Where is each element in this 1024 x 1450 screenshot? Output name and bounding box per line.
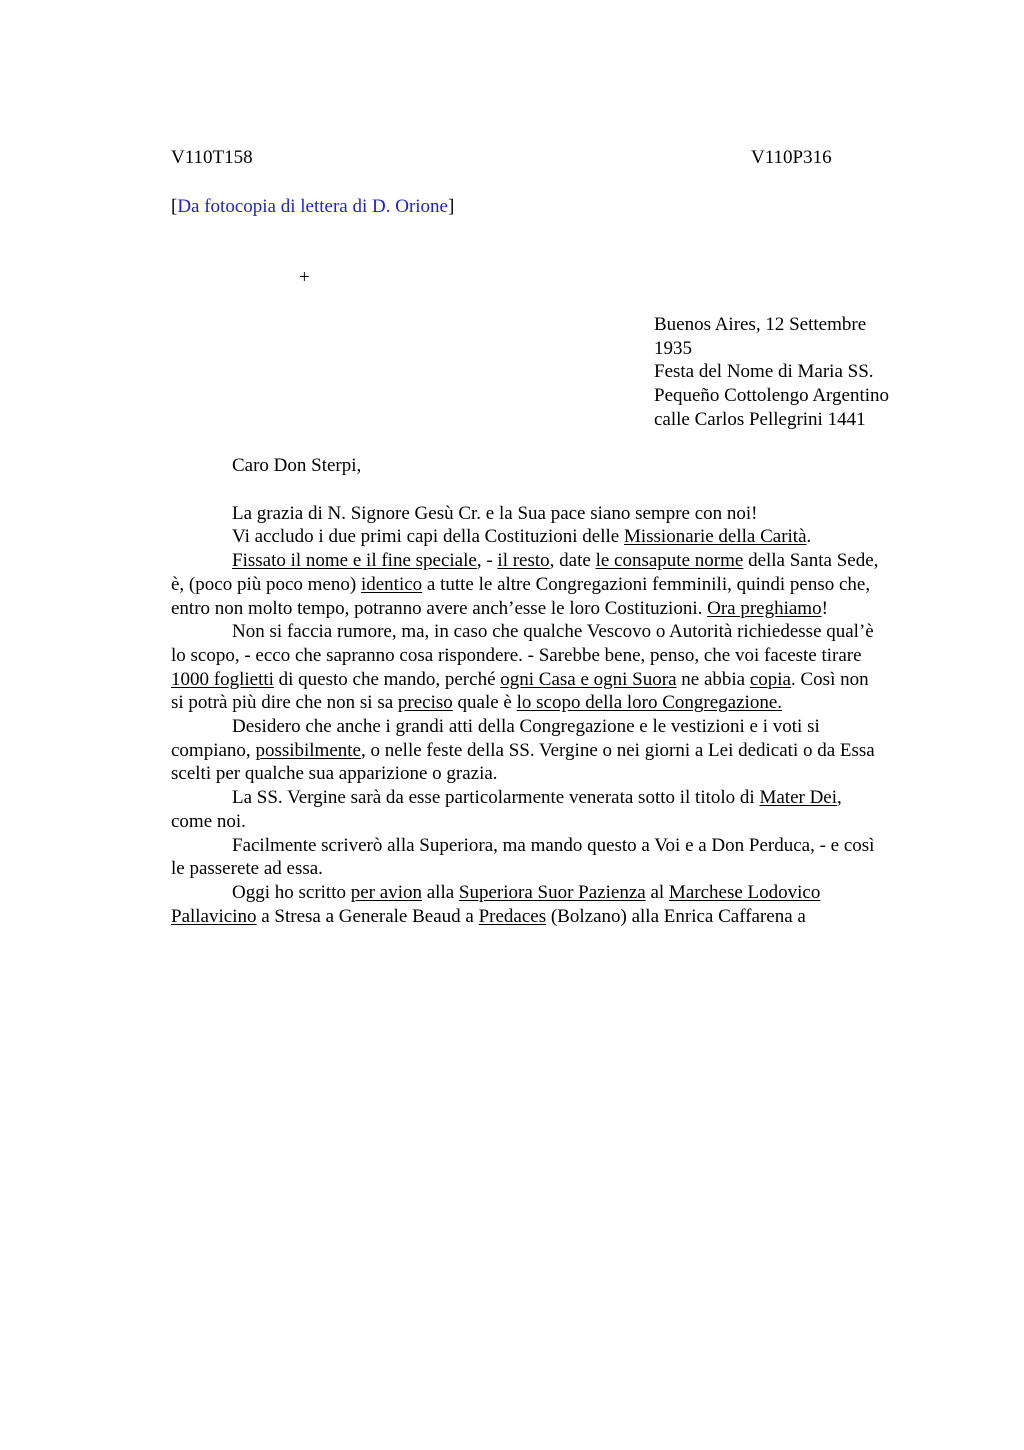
source-note bbox=[171, 195, 454, 219]
underlined-phrase: lo scopo della loro Congregazione. bbox=[516, 692, 783, 714]
source-bracket-close: ] bbox=[448, 196, 455, 217]
heading-line: 1935 bbox=[654, 337, 692, 359]
paragraph-enclosure: Vi accludo i due primi capi della Costituzioni delle Missionarie della Carità. bbox=[232, 526, 812, 548]
underlined-phrase: Marchese Lodovico Pallavicino bbox=[171, 881, 821, 927]
cross-symbol: + bbox=[299, 267, 310, 288]
salutation: Caro Don Sterpi, bbox=[232, 455, 362, 476]
paragraph-mater-dei: La SS. Vergine sarà da esse particolarmente venerata sotto il titolo di Mater Dei, come noi. bbox=[171, 787, 842, 832]
paragraph-leaflets: Non si faccia rumore, ma, in caso che qualche Vescovo o Autorità richiedesse qual’è lo scopo, - ecco che sapranno cosa rispondere. - Sarebbe bene, penso, che voi faceste tirare 1000 foglietti di questo che mando, perché ogni Casa e ogni Suora ne abbia copia. Così non si potrà più dire che non si sa preciso quale è lo scopo della loro Congregazione. bbox=[171, 621, 874, 714]
paragraph-greeting: La grazia di N. Signore Gesù Cr. e la Sua pace siano sempre con noi! bbox=[232, 502, 758, 524]
underlined-phrase: copia bbox=[749, 668, 791, 690]
underlined-phrase: Ora preghiamo bbox=[707, 597, 822, 619]
source-note-text: Da fotocopia di lettera di D. Orione bbox=[177, 196, 448, 217]
heading-line: calle Carlos Pellegrini 1441 bbox=[654, 408, 866, 430]
paragraph-feasts: Desidero che anche i grandi atti della Congregazione e le vestizioni e i voti si compiano, possibilmente, o nelle feste della SS. Vergine o nei giorni a Lei dedicati o da Essa scelti per qualche sua apparizione o grazia. bbox=[171, 716, 875, 785]
underlined-phrase: le consapute norme bbox=[595, 550, 744, 572]
paragraph-superiora: Facilmente scriverò alla Superiora, ma mando questo a Voi e a Don Perduca, - e così le passerete ad essa. bbox=[171, 834, 875, 880]
document-code-left: V110T158 bbox=[171, 147, 253, 168]
underlined-phrase: 1000 foglietti bbox=[171, 668, 274, 690]
letter-body bbox=[171, 454, 886, 928]
underlined-phrase: Mater Dei bbox=[759, 787, 838, 809]
underlined-phrase: Superiora Suor Pazienza bbox=[458, 881, 646, 903]
underlined-phrase: Fissato il nome e il fine speciale bbox=[232, 550, 477, 572]
underlined-phrase: preciso bbox=[397, 692, 453, 714]
paragraph-letters-sent: Oggi ho scritto per avion alla Superiora Suor Pazienza al Marchese Lodovico Pallavicino a Stresa a Generale Beaud a Predaces (Bolzano) alla Enrica Caffarena a bbox=[171, 881, 821, 927]
document-code-right: V110P316 bbox=[751, 147, 832, 168]
heading-line: Festa del Nome di Maria SS. bbox=[654, 361, 874, 383]
underlined-phrase: Missionarie della Carità bbox=[623, 526, 807, 548]
letter-heading bbox=[654, 313, 889, 432]
underlined-phrase: il resto bbox=[497, 550, 550, 572]
source-bracket-open: [ bbox=[171, 196, 178, 217]
heading-line: Buenos Aires, 12 Settembre bbox=[654, 314, 867, 335]
paragraph-constitutions: Fissato il nome e il fine speciale, - il resto, date le consapute norme della Santa Sede, è, (poco più poco meno) identico a tutte le altre Congregazioni femminili, quindi penso che, entro non molto tempo, potranno avere anch’esse le loro Costituzioni. Ora preghiamo! bbox=[171, 550, 879, 619]
underlined-phrase: Predaces bbox=[478, 905, 547, 927]
underlined-phrase: per avion bbox=[350, 881, 422, 903]
underlined-phrase: possibilmente bbox=[255, 739, 361, 761]
underlined-phrase: ogni Casa e ogni Suora bbox=[500, 668, 677, 690]
underlined-phrase: identico bbox=[360, 573, 423, 595]
heading-line: Pequeño Cottolengo Argentino bbox=[654, 385, 890, 407]
